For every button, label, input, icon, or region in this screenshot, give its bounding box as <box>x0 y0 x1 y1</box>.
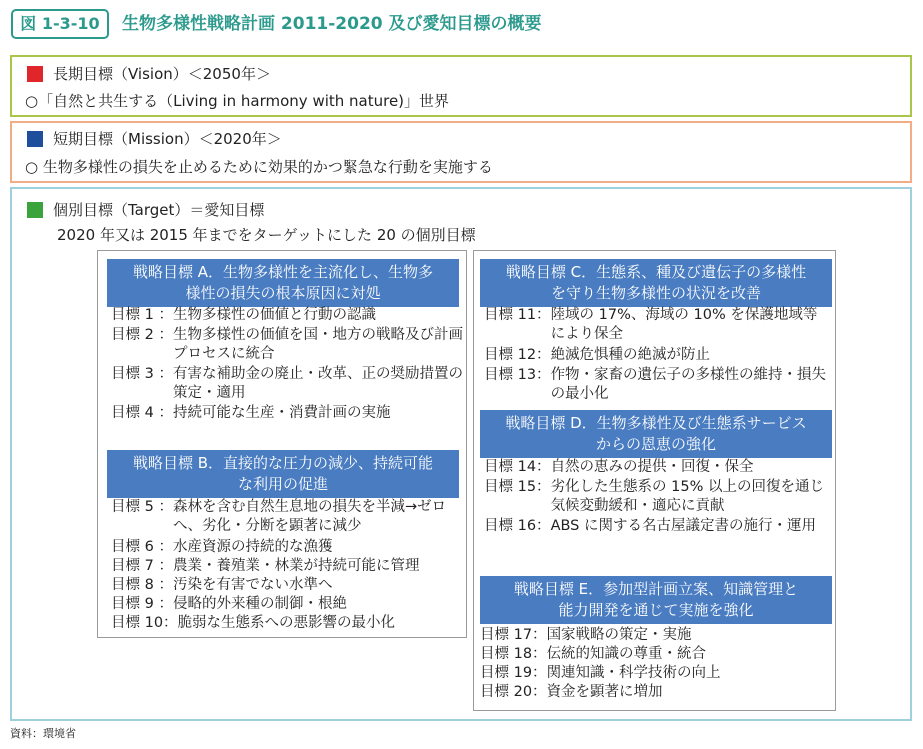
goal-label: 目標 4 ： <box>111 405 173 421</box>
goal-text: 汚染を有害でない水準へ <box>172 577 333 593</box>
strategy-e-header <box>480 576 832 624</box>
strategy-b-line2: な利用の促進 <box>237 475 328 493</box>
goal-label: 目標 15： <box>484 479 551 495</box>
goal-label: 目標 11： <box>484 307 551 323</box>
goal-text: 脆弱な生態系への悪影響の最小化 <box>177 615 396 631</box>
goal-label: 目標 1 ： <box>111 307 173 323</box>
goal-label: 目標 14： <box>484 459 551 475</box>
vision-title: 長期目標（Vision）＜2050年＞ <box>53 65 271 83</box>
figure-label: 図 1-3-10 <box>11 9 109 39</box>
goal-text: 絶滅危惧種の絶滅が防止 <box>550 347 711 363</box>
goal-item <box>111 614 463 633</box>
goal-text: 生物多様性の価値と行動の認識 <box>172 307 376 323</box>
goal-label: 目標 12： <box>484 347 551 363</box>
goal-label: 目標 20： <box>480 684 547 700</box>
goal-text: 自然の恵みの提供・回復・保全 <box>550 459 754 475</box>
strategy-a-line1: 戦略目標 A．生物多様性を主流化し、生物多 <box>132 263 434 281</box>
goal-item <box>480 664 829 683</box>
vision-color-square <box>27 66 43 82</box>
goal-text: 持続可能な生産・消費計画の実施 <box>172 405 391 421</box>
target-title: 個別目標（Target）＝愛知目標 <box>53 201 265 219</box>
goal-item <box>111 326 463 364</box>
strategy-a-header <box>107 259 459 307</box>
goal-label: 目標 7 ： <box>111 558 173 574</box>
goal-item <box>480 626 829 645</box>
goal-item <box>111 306 463 325</box>
goal-label: 目標 6 ： <box>111 539 173 555</box>
strategy-b-line1: 戦略目標 B．直接的な圧力の減少、持続可能 <box>132 454 434 472</box>
goal-label: 目標 9 ： <box>111 596 173 612</box>
goal-item <box>111 498 463 536</box>
vision-text: ○「自然と共生する（Living in harmony with nature)」世界 <box>25 92 450 110</box>
goal-item <box>484 517 829 536</box>
goal-text: 農業・養殖業・林業が持続可能に管理 <box>172 558 420 574</box>
goal-text: 有害な補助金の廃止・改革、正の奨励措置の策定・適用 <box>172 366 463 401</box>
goal-text: 森林を含む自然生息地の損失を半減→ゼロへ、劣化・分断を顕著に減少 <box>172 499 447 534</box>
strategy-d-header <box>480 410 832 458</box>
goal-text: ABS に関する名古屋議定書の施行・運用 <box>550 518 816 534</box>
goal-item <box>111 576 463 595</box>
goal-label: 目標 2 ： <box>111 327 173 343</box>
goal-item <box>484 366 829 404</box>
mission-text: ○ 生物多様性の損失を止めるために効果的かつ緊急な行動を実施する <box>25 158 493 176</box>
goal-text: 陸域の 17%、海域の 10% を保護地域等により保全 <box>550 307 818 342</box>
strategy-d-line1: 戦略目標 D．生物多様性及び生態系サービス <box>505 414 807 432</box>
strategy-e-line2: 能力開発を通じて実施を強化 <box>558 601 754 619</box>
target-color-square <box>27 202 43 218</box>
strategy-c-line1: 戦略目標 C．生態系、種及び遺伝子の多様性 <box>505 263 807 281</box>
strategy-a-line2: 様性の損失の根本原因に対処 <box>185 284 381 302</box>
goal-label: 目標 3 ： <box>111 366 173 382</box>
goal-text: 伝統的知識の尊重・統合 <box>546 646 707 662</box>
goal-item <box>111 595 463 614</box>
goal-item <box>484 306 829 344</box>
goal-text: 関連知識・科学技術の向上 <box>546 665 721 681</box>
goal-text: 劣化した生態系の 15% 以上の回復を通じ気候変動緩和・適応に貢献 <box>550 479 825 514</box>
goal-item <box>111 365 463 403</box>
goal-label: 目標 17： <box>480 627 547 643</box>
goal-label: 目標 18： <box>480 646 547 662</box>
strategy-d-line2: からの恩恵の強化 <box>595 435 716 453</box>
goal-text: 資金を顕著に増加 <box>546 684 663 700</box>
goal-text: 国家戦略の策定・実施 <box>546 627 692 643</box>
figure-title: 生物多様性戦略計画 2011-2020 及び愛知目標の概要 <box>122 14 542 34</box>
strategy-b-header <box>107 450 459 498</box>
goal-label: 目標 5 ： <box>111 499 173 515</box>
goal-text: 水産資源の持続的な漁獲 <box>172 539 333 555</box>
goal-item <box>484 458 829 477</box>
goal-item <box>480 645 829 664</box>
goal-label: 目標 13： <box>484 367 551 383</box>
goal-text: 生物多様性の価値を国・地方の戦略及び計画プロセスに統合 <box>172 327 463 362</box>
strategy-c-header <box>480 259 832 307</box>
goal-item <box>111 538 463 557</box>
goal-item <box>484 478 829 516</box>
target-subtitle: 2020 年又は 2015 年までをターゲットにした 20 の個別目標 <box>57 226 476 244</box>
source-note: 資料：環境省 <box>10 727 76 740</box>
goal-text: 侵略的外来種の制御・根絶 <box>172 596 347 612</box>
mission-title: 短期目標（Mission）＜2020年＞ <box>53 130 282 148</box>
goal-item <box>480 683 829 702</box>
strategy-c-line2: を守り生物多様性の状況を改善 <box>550 284 761 302</box>
goal-item <box>484 346 829 365</box>
goal-item <box>111 557 463 576</box>
strategy-e-line1: 戦略目標 E．参加型計画立案、知識管理と <box>513 580 799 598</box>
goal-label: 目標 10： <box>111 615 178 631</box>
goal-label: 目標 16： <box>484 518 551 534</box>
goal-label: 目標 8 ： <box>111 577 173 593</box>
goal-item <box>111 404 463 423</box>
mission-color-square <box>27 131 43 147</box>
goal-label: 目標 19： <box>480 665 547 681</box>
goal-text: 作物・家畜の遺伝子の多様性の維持・損失の最小化 <box>550 367 827 402</box>
